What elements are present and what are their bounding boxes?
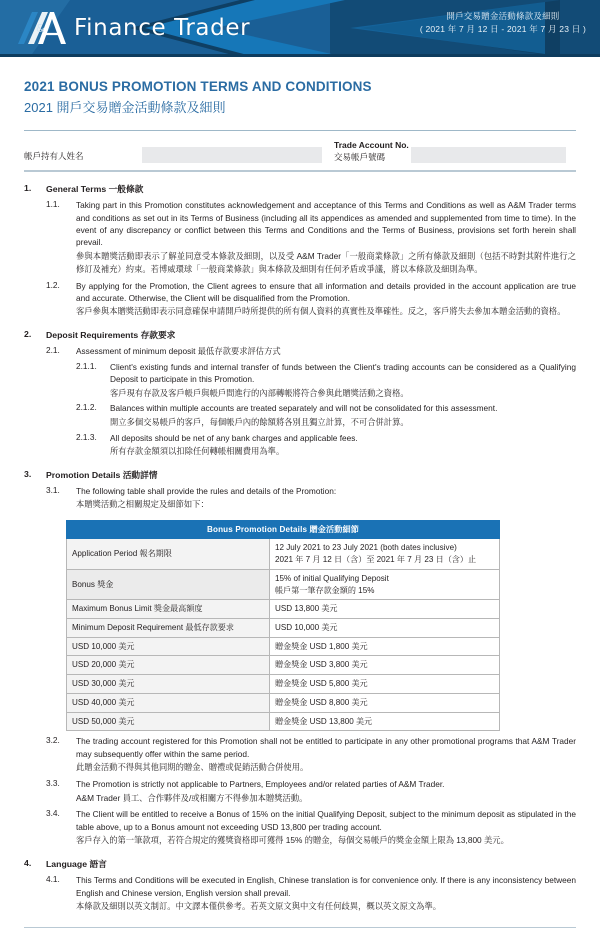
clause-2-1-2	[24, 402, 576, 428]
bonus-row-value	[270, 569, 500, 599]
am-monogram-icon	[16, 10, 72, 46]
table-row	[67, 675, 500, 694]
clause-text-zh: 本條款及細則以英文制訂。中文譯本僅供參考。若英文原文與中文有任何歧異，概以英文原文為準。	[76, 901, 442, 912]
section-heading	[24, 183, 576, 195]
page-title-zh: 2021 開戶交易贈金活動條款及細則	[24, 99, 226, 115]
section-general-terms	[24, 183, 576, 318]
clause-text-en: Balances within multiple accounts are treated separately and will not be consolidated for this assessment.	[110, 403, 498, 414]
clause-text-en: This Terms and Conditions will be executed in English, Chinese translation is for convenience only. If there is any inconsistency between English and Chinese version, English version shall prevail.	[76, 875, 576, 898]
section-promotion-details	[24, 469, 576, 847]
clause-text-en: The following table shall provide the rules and details of the Promotion:	[76, 486, 337, 497]
account-holder-input[interactable]	[142, 147, 322, 163]
clause-3-2	[24, 735, 576, 774]
bonus-row-value-zh: 帳戶第一筆存款金額的 15%	[275, 585, 375, 595]
bonus-table-header: Bonus Promotion Details 贈金活動細節	[67, 521, 500, 539]
table-row	[67, 693, 500, 712]
trade-account-input[interactable]	[411, 147, 566, 163]
section-deposit-requirements	[24, 329, 576, 458]
bonus-row-value-zh: 2021 年 7 月 12 日（含）至 2021 年 7 月 23 日（含）止	[275, 555, 477, 565]
table-row	[67, 619, 500, 638]
section-title: Deposit Requirements 存款要求	[46, 330, 176, 341]
clause-2-1	[24, 345, 576, 357]
bonus-row-value	[270, 539, 500, 569]
table-row	[67, 569, 500, 599]
clause-1-1	[24, 199, 576, 275]
banner-subtitle-block	[420, 10, 586, 36]
trade-account-label-zh: 交易帳戶號碼	[334, 151, 386, 162]
section-heading	[24, 329, 576, 341]
page-title	[24, 79, 576, 116]
clause-number: 3.1.	[46, 485, 60, 496]
bonus-row-key: Bonus 獎金	[67, 569, 270, 599]
clause-number: 3.2.	[46, 735, 60, 746]
document-body	[0, 79, 600, 913]
page-banner	[0, 0, 600, 57]
brand-logo	[16, 9, 250, 47]
clause-text-zh: 本贈獎活動之相關規定及細節如下：	[76, 499, 209, 510]
account-holder-field-group	[24, 147, 334, 163]
clause-text-zh: 所有存款金額須以扣除任何轉帳相關費用為準。	[110, 446, 285, 457]
clause-number: 2.1.	[46, 345, 60, 356]
trade-account-label-en: Trade Account No.	[334, 140, 409, 151]
table-row	[67, 712, 500, 731]
bonus-row-key: Maximum Bonus Limit 獎金最高額度	[67, 600, 270, 619]
bonus-row-key: Application Period 報名期限	[67, 539, 270, 569]
bonus-row-value: USD 10,000 美元	[270, 619, 500, 638]
clause-2-1-1	[24, 361, 576, 400]
section-number: 3.	[24, 469, 32, 480]
bonus-row-key: USD 10,000 美元	[67, 637, 270, 656]
bonus-promotion-table	[66, 520, 500, 731]
section-number: 1.	[24, 183, 32, 194]
clause-4-1	[24, 874, 576, 913]
bonus-row-key: USD 20,000 美元	[67, 656, 270, 675]
table-row	[67, 656, 500, 675]
trade-account-label	[334, 140, 411, 163]
trade-account-field-group	[334, 140, 576, 163]
clause-text-en: The Promotion is strictly not applicable to Partners, Employees and/or related parties of A&M Trader.	[76, 779, 445, 790]
section-language	[24, 858, 576, 913]
page-title-en: 2021 BONUS PROMOTION TERMS AND CONDITIONS	[24, 79, 372, 94]
clause-3-4	[24, 808, 576, 847]
section-number: 2.	[24, 329, 32, 340]
svg-text:&: &	[36, 22, 45, 35]
bonus-table-body	[67, 539, 500, 731]
bonus-row-value: 贈金獎金 USD 1,800 美元	[270, 637, 500, 656]
bonus-row-key: USD 50,000 美元	[67, 712, 270, 731]
section-heading	[24, 858, 576, 870]
bonus-row-key: USD 40,000 美元	[67, 693, 270, 712]
section-title: Language 語言	[46, 859, 107, 870]
banner-date-range: ( 2021 年 7 月 12 日 - 2021 年 7 月 23 日 )	[419, 24, 586, 35]
clause-number: 3.4.	[46, 808, 60, 819]
clause-number: 4.1.	[46, 874, 60, 885]
account-holder-label: 帳戶持有人姓名	[24, 151, 84, 162]
clause-inline-heading: Assessment of minimum deposit 最低存款要求評估方式	[76, 346, 281, 357]
bonus-row-value: 贈金獎金 USD 8,800 美元	[270, 693, 500, 712]
clause-text-zh: 參與本贈獎活動即表示了解並同意受本條款及細則，以及受 A&M Trader「一般商業條款」之所有條款及細則（包括不時對其附件進行之修訂及補充）約束。若博威環球「一般商業條款」與本條款及細則有任何矛盾或爭議，將以本條款及細則為準。	[76, 250, 576, 274]
table-row	[67, 600, 500, 619]
identity-divider	[24, 170, 576, 172]
banner-subtitle-zh: 開戶交易贈金活動條款及細則	[446, 11, 560, 21]
bonus-row-value: 贈金獎金 USD 3,800 美元	[270, 656, 500, 675]
clause-text-zh: A&M Trader 員工、合作夥伴及/或相關方不得參加本贈獎活動。	[76, 792, 308, 803]
clause-text-en: The trading account registered for this Promotion shall not be entitled to participate in any other promotional programs that A&M Trader may subsequently offer within the same period.	[76, 736, 576, 759]
bonus-row-value-en: 12 July 2021 to 23 July 2021 (both dates inclusive)	[275, 543, 457, 553]
clause-number: 2.1.1.	[76, 360, 97, 371]
clause-text-en: The Client will be entitled to receive a Bonus of 15% on the initial Qualifying Deposit, subject to the minimum deposit as stipulated in the table above, up to a Bonus amount not exceeding USD 13,800 per trading account.	[76, 809, 576, 832]
bonus-row-key: Minimum Deposit Requirement 最低存款要求	[67, 619, 270, 638]
section-title: Promotion Details 活動詳情	[46, 470, 158, 481]
clause-number: 3.3.	[46, 778, 60, 789]
section-title: General Terms 一般條款	[46, 184, 144, 195]
clause-number: 2.1.2.	[76, 402, 97, 413]
clause-3-1	[24, 485, 576, 511]
clause-3-3	[24, 778, 576, 804]
clause-number: 1.1.	[46, 199, 60, 210]
brand-wordmark: Finance Trader	[74, 15, 251, 41]
bonus-row-key: USD 30,000 美元	[67, 675, 270, 694]
bonus-row-value: USD 13,800 美元	[270, 600, 500, 619]
bonus-row-value: 贈金獎金 USD 5,800 美元	[270, 675, 500, 694]
clause-number: 2.1.3.	[76, 431, 97, 442]
clause-text-en: Client's existing funds and internal transfer of funds between the Client's trading accounts can be considered as a Qualifying Deposit to participate in this Promotion.	[110, 361, 576, 385]
clause-text-en: Taking part in this Promotion constitutes acknowledgement and acceptance of this Terms and Conditions as well as A&M Trader terms and conditions as set out in its Terms of Business (including all its appendices as amended and supplemented from time to time). In the event of any discrepancy or conflict between this Terms and Conditions and the Terms of Business, provisions set forth herein shall prevail.	[76, 200, 576, 248]
clause-1-2	[24, 280, 576, 319]
table-row	[67, 539, 500, 569]
clause-text-zh: 客戶參與本贈獎活動即表示同意確保申請開戶時所提供的所有個人資料的真實性及準確性。反之，客戶將失去參加本贈金活動的資格。	[76, 306, 566, 317]
clause-2-1-3	[24, 432, 576, 458]
title-divider	[24, 130, 576, 131]
table-row	[67, 637, 500, 656]
bonus-promotion-table-wrapper	[66, 520, 500, 731]
clause-text-zh: 客戶存入的第一筆款項，若符合規定的獲獎資格即可獲得 15% 的贈金，每個交易帳戶的獎金金額上限為 13,800 美元。	[76, 835, 509, 846]
clause-text-zh: 客戶現有存款及客戶帳戶與帳戶間進行的內部轉帳將符合參與此贈獎活動之資格。	[110, 387, 409, 398]
section-heading	[24, 469, 576, 481]
clause-text-zh: 此贈金活動不得與其他同期的贈金、贈禮或促銷活動合併使用。	[76, 762, 309, 773]
identity-field-row	[24, 140, 576, 170]
clause-number: 1.2.	[46, 279, 60, 290]
bonus-row-value: 贈金獎金 USD 13,800 美元	[270, 712, 500, 731]
clause-text-en: By applying for the Promotion, the Client agrees to ensure that all information and details provided in the account application are true and accurate. Otherwise, the Client will be disqualified from the Promotion.	[76, 280, 576, 303]
clause-text-en: All deposits should be net of any bank charges and applicable fees.	[110, 432, 358, 443]
clause-text-zh: 開立多個交易帳戶的客戶，每個帳戶內的餘額將各別且獨立計算，不可合併計算。	[110, 416, 409, 427]
section-number: 4.	[24, 858, 32, 869]
bonus-row-value-en: 15% of initial Qualifying Deposit	[275, 573, 389, 583]
